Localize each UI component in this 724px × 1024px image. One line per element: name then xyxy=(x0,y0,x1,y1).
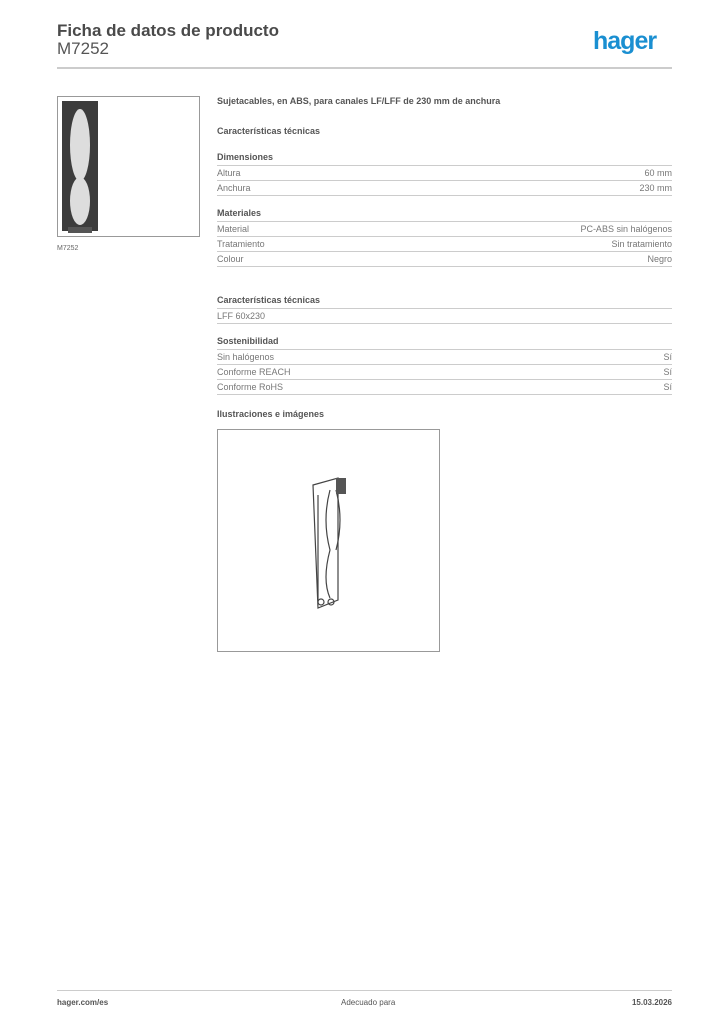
product-thumbnail xyxy=(57,96,200,237)
group-title: Dimensiones xyxy=(217,152,672,166)
product-description: Sujetacables, en ABS, para canales LF/LFF de 230 mm de anchura xyxy=(217,96,501,106)
row-value: PC-ABS sin halógenos xyxy=(580,224,672,234)
footer-date: 15.03.2026 xyxy=(631,998,672,1007)
product-code: M7252 xyxy=(57,39,109,58)
section-title: Características técnicas xyxy=(217,126,321,136)
hager-logo: hager xyxy=(593,27,657,55)
table-row xyxy=(217,166,672,181)
footer-divider xyxy=(57,990,672,991)
illustrations-title: Ilustraciones e imágenes xyxy=(217,409,325,419)
row-label: Altura xyxy=(217,168,241,178)
row-label: Anchura xyxy=(217,183,251,193)
table-row xyxy=(217,252,672,267)
spec-group xyxy=(217,152,672,196)
table-row xyxy=(217,380,672,395)
group-title: Materiales xyxy=(217,208,672,222)
table-row xyxy=(217,309,672,324)
group-title: Características técnicas xyxy=(217,295,672,309)
header-divider xyxy=(57,67,672,69)
cable-holder-drawing xyxy=(218,430,439,651)
spec-group xyxy=(217,208,672,267)
row-label: Sin halógenos xyxy=(217,352,275,362)
row-value: Sí xyxy=(663,352,672,362)
product-details xyxy=(217,96,672,419)
row-value: Sí xyxy=(663,367,672,377)
row-label: Conforme RoHS xyxy=(217,382,284,392)
row-value: Negro xyxy=(647,254,672,264)
row-value: 60 mm xyxy=(644,168,672,178)
row-value: Sin tratamiento xyxy=(611,239,672,249)
cable-holder-image xyxy=(58,97,199,236)
row-label: LFF 60x230 xyxy=(217,311,266,321)
table-row xyxy=(217,222,672,237)
spec-group xyxy=(217,295,672,324)
footer-suitable-for: Adecuado para xyxy=(341,998,396,1007)
table-row xyxy=(217,350,672,365)
row-label: Conforme REACH xyxy=(217,367,291,377)
row-value: Sí xyxy=(663,382,672,392)
row-label: Material xyxy=(217,224,250,234)
page-title: Ficha de datos de producto xyxy=(57,21,279,40)
footer-website[interactable]: hager.com/es xyxy=(57,998,109,1007)
group-title: Sostenibilidad xyxy=(217,336,672,350)
row-label: Colour xyxy=(217,254,244,264)
illustration-frame xyxy=(217,429,440,652)
table-row xyxy=(217,181,672,196)
table-row xyxy=(217,237,672,252)
row-label: Tratamiento xyxy=(217,239,265,249)
table-row xyxy=(217,365,672,380)
spec-group xyxy=(217,336,672,395)
thumbnail-caption: M7252 xyxy=(57,245,79,252)
row-value: 230 mm xyxy=(639,183,672,193)
